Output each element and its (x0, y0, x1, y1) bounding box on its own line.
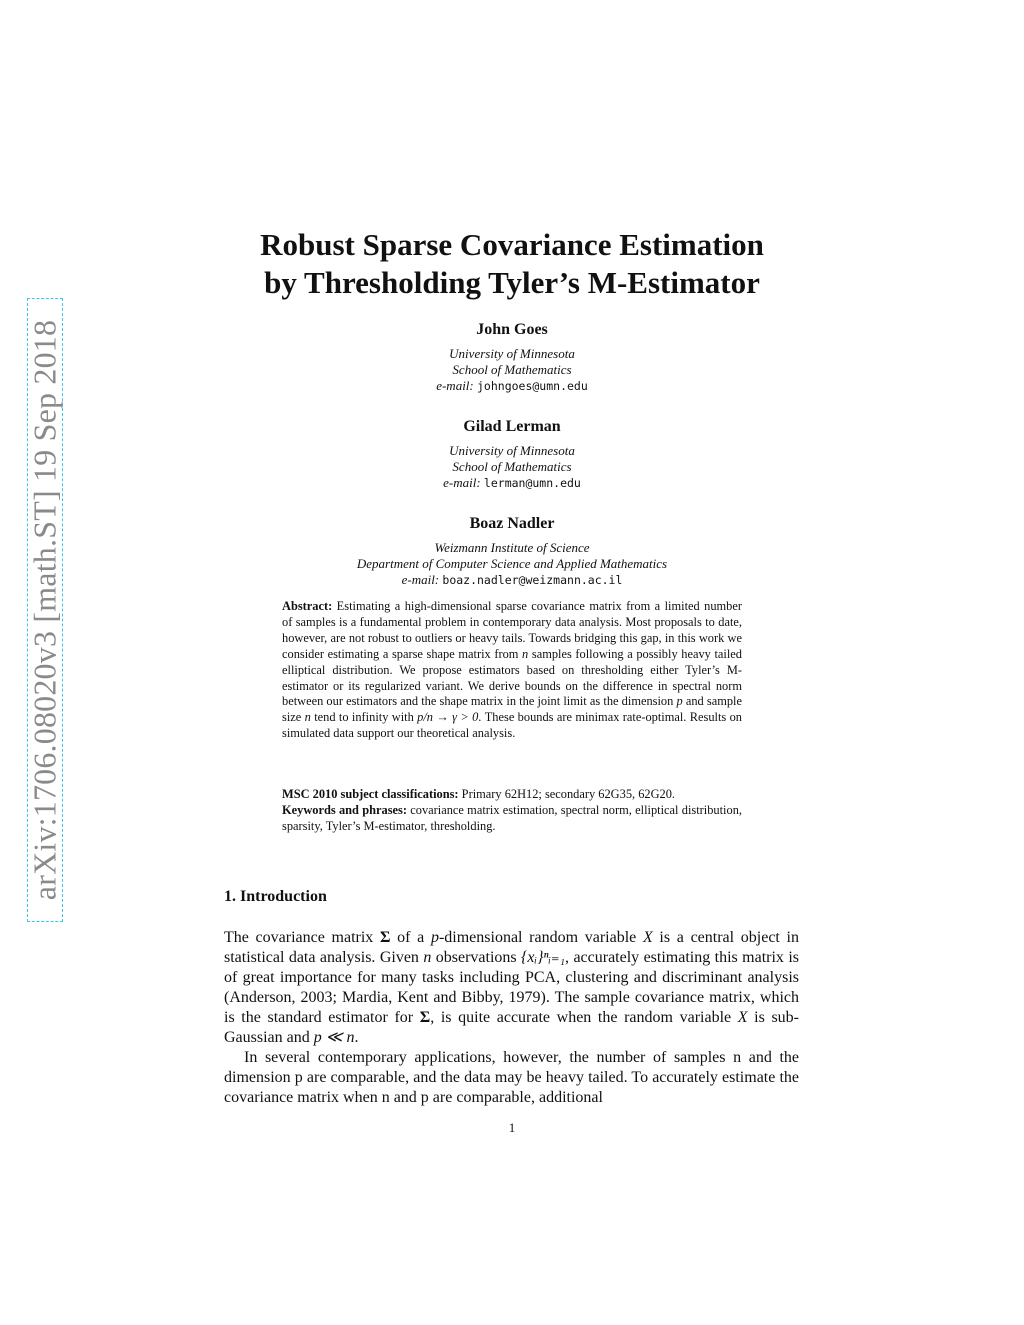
author-name: Boaz Nadler (469, 515, 555, 532)
math-sigma: Σ (379, 929, 391, 946)
math-p: p (676, 694, 683, 709)
arxiv-stamp (27, 298, 63, 922)
author-name: Gilad Lerman (463, 418, 561, 435)
title-line-1: Robust Sparse Covariance Estimation (260, 227, 764, 262)
intro-paragraph-2: In several contemporary applications, however, the number of samples n and the dimension p are comparable, and the data may be heavy tailed. To accurately estimate the covariance matrix when n and p are comparable, additional (224, 1049, 799, 1106)
keywords-label: Keywords and phrases: (282, 802, 407, 817)
author-email-line (200, 572, 824, 588)
msc-text: Primary 62H12; secondary 62G35, 62G20. (461, 787, 676, 801)
author-block-1 (200, 320, 824, 394)
title-line-2: by Thresholding Tyler’s M-Estimator (264, 265, 760, 300)
author-department: Department of Computer Science and Applied Mathematics (356, 556, 668, 571)
abstract-text: samples following a possibly heavy tailed elliptical distribution. We propose estimators based on thresholding either Tyler’s M-estimator or its regularized variant. We derive bounds on the difference in spectral norm between our estimators and the shape matrix in the joint limit as the dimension (282, 646, 742, 709)
abstract-text: Estimating a high-dimensional sparse covariance matrix from a limited number of samples is a fundamental problem in contemporary data analysis. Most proposals to date, however, are not robust to outliers or heavy tails. Towards bridging this gap, in this work we consider estimating a sparse shape matrix from (282, 599, 742, 661)
msc-line (282, 787, 742, 803)
intro-body (224, 928, 799, 1108)
paper-title (150, 226, 874, 302)
author-block-2 (200, 417, 824, 491)
author-department: School of Mathematics (452, 362, 572, 377)
math-ratio: p/n → γ > 0 (417, 710, 479, 725)
email-label: e-mail: (443, 475, 481, 490)
author-email-line (200, 378, 824, 394)
email-label: e-mail: (436, 378, 474, 393)
keywords-line (282, 803, 742, 835)
author-affiliation: Weizmann Institute of Science (434, 540, 590, 555)
author-email[interactable]: boaz.nadler@weizmann.ac.il (442, 573, 623, 587)
abstract-text: . These bounds are minimax rate-optimal. Results on simulated data support our theoretical analysis. (282, 710, 742, 741)
page-number: 1 (508, 1120, 516, 1135)
author-email[interactable]: lerman@umn.edu (483, 476, 581, 490)
email-label: e-mail: (401, 572, 440, 587)
intro-paragraph-1: The covariance matrix Σ of a p-dimensional random variable X is a central object in statistical data analysis. Given n observations {xᵢ}ⁿᵢ₌₁, accurately estimating this matrix is of great importance for many tasks including PCA, clustering and discriminant analysis (Anderson, 2003; Mardia, Kent and Bibby, 1979). The sample covariance matrix, which is the standard estimator for Σ, is quite accurate when the random variable X is sub-Gaussian and p ≪ n. (224, 929, 800, 1046)
keywords-text: covariance matrix estimation, spectral norm, elliptical distribution, sparsity, Tyler’s M-estimator, thresholding. (282, 802, 742, 833)
author-email[interactable]: johngoes@umn.edu (477, 379, 588, 393)
abstract-label: Abstract: (282, 599, 333, 613)
author-email-line (200, 475, 824, 491)
classifications (282, 787, 742, 835)
math-n: n (304, 710, 311, 725)
math-n: n (522, 646, 529, 661)
abstract (282, 599, 742, 742)
author-affiliation: University of Minnesota (449, 346, 575, 361)
abstract-text: tend to infinity with (314, 710, 414, 725)
author-block-3 (200, 514, 824, 588)
author-department: School of Mathematics (452, 459, 572, 474)
msc-label: MSC 2010 subject classifications: (282, 787, 459, 801)
author-affiliation: University of Minnesota (449, 443, 575, 458)
abstract-text: and sample size (282, 694, 742, 725)
section-heading: 1. Introduction (224, 888, 327, 905)
author-name: John Goes (476, 321, 548, 338)
arxiv-stamp-text: arXiv:1706.08020v3 [math.ST] 19 Sep 2018 (26, 319, 63, 901)
math-condition: p ≪ n (313, 1029, 355, 1046)
math-observations: {xᵢ}ⁿᵢ₌₁ (521, 949, 566, 966)
